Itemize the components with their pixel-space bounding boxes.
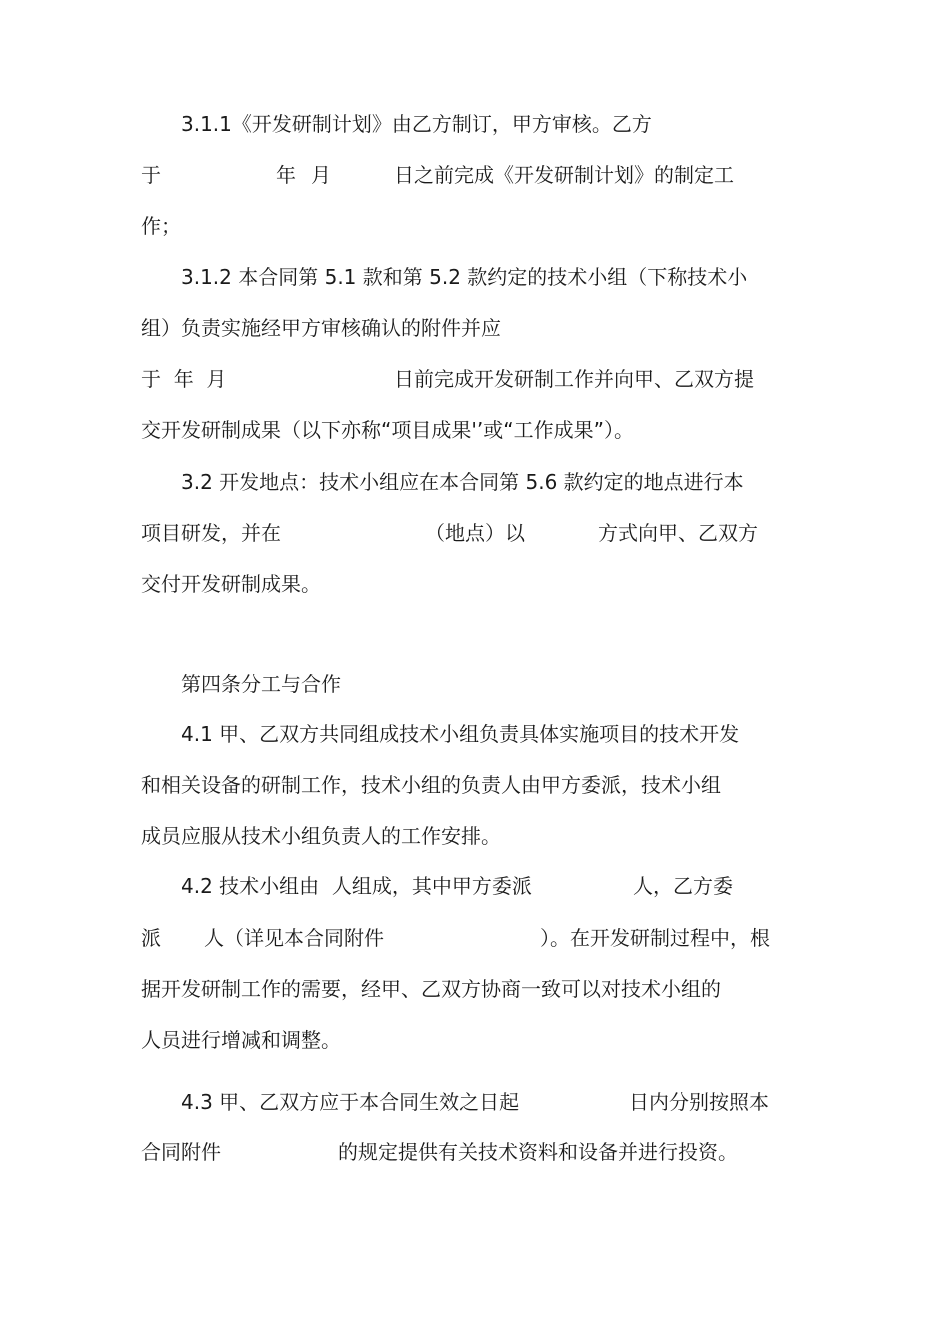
text-line: 4.2 技术小组由 人组成，其中甲方委派: [181, 874, 532, 898]
text-line: 人，乙方委: [633, 874, 733, 898]
section-heading: 第四条分工与合作: [181, 672, 341, 696]
text-line: 组）负责实施经甲方审核确认的附件并应: [141, 316, 501, 340]
text-line: 日前完成开发研制工作并向甲、乙双方提: [394, 367, 754, 391]
text-line: 交付开发研制成果。: [141, 572, 321, 596]
text-line: 合同附件: [141, 1140, 221, 1164]
text-line: 日内分别按照本: [629, 1090, 769, 1114]
text-line: 方式向甲、乙双方: [598, 521, 758, 545]
text-line: 人（详见本合同附件: [204, 926, 384, 950]
text-line: ）。在开发研制过程中，根: [540, 926, 770, 950]
text-line: 3.1.2 本合同第 5.1 款和第 5.2 款约定的技术小组（下称技术小: [181, 265, 748, 289]
text-line: 于 年 月: [141, 367, 227, 391]
text-line: 派: [141, 926, 161, 950]
text-line: 日之前完成《开发研制计划》的制定工: [394, 163, 734, 187]
text-line: 4.3 甲、乙双方应于本合同生效之日起: [181, 1090, 520, 1114]
text-line: 交开发研制成果（以下亦称“项目成果'’或“工作成果”）。: [141, 418, 634, 442]
text-line: 和相关设备的研制工作，技术小组的负责人由甲方委派，技术小组: [141, 773, 721, 797]
text-line: 4.1 甲、乙双方共同组成技术小组负责具体实施项目的技术开发: [181, 722, 740, 746]
text-line: 月: [311, 163, 331, 187]
text-line: 3.1.1《开发研制计划》由乙方制订，甲方审核。乙方: [181, 112, 652, 136]
text-line: 成员应服从技术小组负责人的工作安排。: [141, 824, 501, 848]
text-line: 项目研发，并在: [141, 521, 281, 545]
text-line: （地点）以: [425, 521, 525, 545]
text-line: 的规定提供有关技术资料和设备并进行投资。: [338, 1140, 738, 1164]
text-line: 年: [276, 163, 296, 187]
text-line: 据开发研制工作的需要，经甲、乙双方协商一致可以对技术小组的: [141, 977, 721, 1001]
text-line: 于: [141, 163, 161, 187]
text-line: 3.2 开发地点：技术小组应在本合同第 5.6 款约定的地点进行本: [181, 470, 744, 494]
text-line: 人员进行增减和调整。: [141, 1028, 341, 1052]
text-line: 作；: [141, 214, 181, 238]
